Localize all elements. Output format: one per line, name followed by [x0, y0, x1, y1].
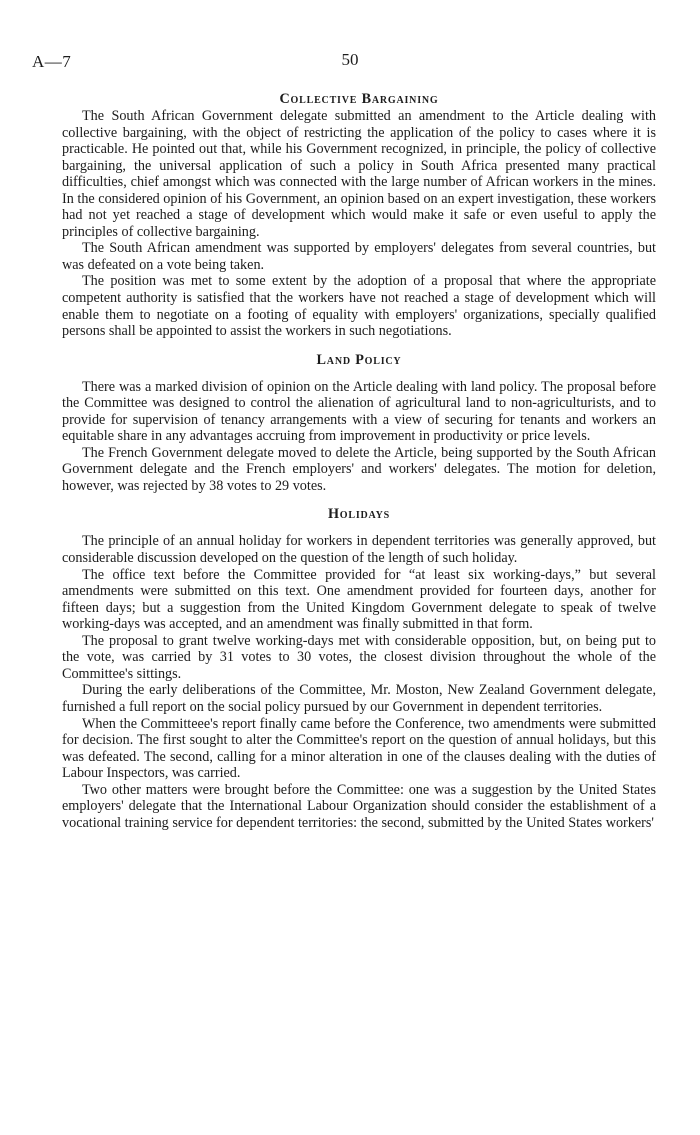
paragraph: The position was met to some extent by the adoption of a proposal that where the appropriate competent authority is satisfied that the workers have not reached a stage of development which will enable them to negotiate on a footing of equality with employers' organizations, specially qualified persons shall be appointed to assist the workers in such negotiations.	[62, 273, 656, 340]
paragraph: The office text before the Committee provided for “at least six working-days,” but several amendments were submitted on this text. One amendment provided for fourteen days, another for fifteen days; but a suggestion from the United Kingdom Government delegate to speak of twelve working-days was accepted, and an amendment was finally submitted in that form.	[62, 566, 656, 633]
paragraph: During the early deliberations of the Committee, Mr. Moston, New Zealand Government delegate, furnished a full report on the social policy pursued by our Government in dependent territories.	[62, 682, 656, 715]
section-heading: Holidays	[327, 506, 391, 523]
section-holidays	[62, 506, 656, 831]
section-heading: Land Policy	[316, 351, 402, 368]
paragraph: The French Government delegate moved to delete the Article, being supported by the South African Government delegate and the French employers' and workers' delegates. The motion for deletion, however, was rejected by 38 votes to 29 votes.	[62, 444, 656, 494]
page-reference: A—7	[32, 52, 72, 71]
section-heading: Collective Bargaining	[279, 91, 439, 107]
paragraph: Two other matters were brought before the Committee: one was a suggestion by the United States employers' delegate that the International Labour Organization should consider the establishment of a vocational training service for dependent territories: the second, submitted by the United States workers'	[62, 781, 656, 831]
page-number: 50	[341, 50, 359, 69]
paragraph: There was a marked division of opinion on the Article dealing with land policy. The proposal before the Committee was designed to control the alienation of agricultural land to non-agriculturists, and to provide for supervision of tenancy arrangements with a view of securing for tenants and workers an equitable share in any advantages accruing from improvement in productivity or price levels.	[62, 378, 656, 445]
document-body	[62, 91, 656, 831]
paragraph: The principle of an annual holiday for workers in dependent territories was generally approved, but considerable discussion developed on the question of the length of such holiday.	[62, 533, 656, 567]
paragraph: The South African amendment was supported by employers' delegates from several countries, but was defeated on a vote being taken.	[62, 240, 656, 273]
paragraph: When the Committeee's report finally came before the Conference, two amendments were submitted for decision. The first sought to alter the Committee's report on the question of annual holidays, but this was defeated. The second, calling for a minor alteration in one of the clauses dealing with the duties of Labour Inspectors, was carried.	[62, 715, 656, 782]
section-collective-bargaining	[62, 91, 656, 340]
section-land-policy	[62, 352, 656, 495]
paragraph: The South African Government delegate submitted an amendment to the Article dealing with collective bargaining, with the object of restricting the application of the policy to cases where it is practicable. He pointed out that, while his Government recognized, in principle, the policy of collective bargaining, the universal application of such a policy in South Africa presented many practical difficulties, chief amongst which was connected with the large number of African workers in the mines. In the considered opinion of his Government, an opinion based on an expert investigation, these workers had not yet reached a stage of development which would make it safe or even useful to apply the principles of collective bargaining.	[62, 108, 656, 240]
paragraph: The proposal to grant twelve working-days met with considerable opposition, but, on being put to the vote, was carried by 31 votes to 30 votes, the closest division throughout the whole of the Committee's sittings.	[62, 632, 656, 682]
